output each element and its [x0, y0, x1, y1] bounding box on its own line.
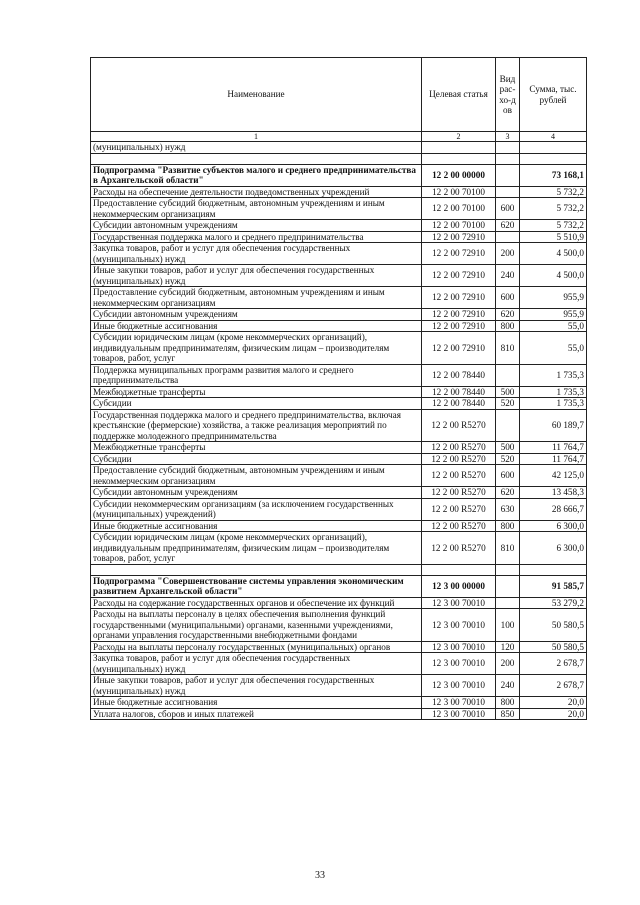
row-sum: 5 732,2 — [520, 220, 587, 232]
table-row — [91, 641, 587, 653]
row-code: 12 2 00 72910 — [422, 231, 496, 243]
row-name: Предоставление субсидий бюджетным, автономным учреждениям и иным некоммерческим организациям — [91, 465, 422, 487]
table-row — [91, 532, 587, 565]
row-sum: 955,9 — [520, 309, 587, 321]
row-code: 12 2 00 R5270 — [422, 453, 496, 465]
row-expense-type — [496, 231, 520, 243]
row-sum — [520, 142, 587, 154]
row-name: Иные закупки товаров, работ и услуг для обеспечения государственных (муниципальных) нужд — [91, 265, 422, 287]
header-num-type: 3 — [496, 132, 520, 142]
row-sum: 55,0 — [520, 320, 587, 332]
table-row — [91, 231, 587, 243]
row-expense-type — [496, 164, 520, 186]
row-name: Иные бюджетные ассигнования — [91, 320, 422, 332]
row-name: Субсидии — [91, 453, 422, 465]
row-code: 12 3 00 70010 — [422, 609, 496, 642]
row-expense-type: 800 — [496, 320, 520, 332]
row-expense-type: 600 — [496, 198, 520, 220]
row-sum: 55,0 — [520, 332, 587, 365]
spacer-cell — [422, 564, 496, 575]
row-name: Субсидии некоммерческим организациям (за исключением государственных (муниципальных) учреждений) — [91, 498, 422, 520]
row-name: Расходы на обеспечение деятельности подведомственных учреждений — [91, 186, 422, 198]
row-name: Подпрограмма "Совершенствование системы управления экономическим развитием Архангельской области" — [91, 575, 422, 597]
row-expense-type: 800 — [496, 520, 520, 532]
row-code: 12 2 00 00000 — [422, 164, 496, 186]
row-code: 12 2 00 72910 — [422, 287, 496, 309]
row-sum: 1 735,3 — [520, 386, 587, 398]
row-expense-type: 620 — [496, 487, 520, 499]
subprogram-row — [91, 164, 587, 186]
row-expense-type: 520 — [496, 453, 520, 465]
row-code: 12 2 00 72910 — [422, 265, 496, 287]
row-code: 12 2 00 70100 — [422, 186, 496, 198]
row-name: Иные бюджетные ассигнования — [91, 520, 422, 532]
table-row — [91, 364, 587, 386]
row-code: 12 2 00 R5270 — [422, 487, 496, 499]
table-body — [91, 142, 587, 720]
row-name: Субсидии автономным учреждениям — [91, 309, 422, 321]
row-expense-type — [496, 364, 520, 386]
row-code: 12 2 00 70100 — [422, 220, 496, 232]
row-name: Государственная поддержка малого и среднего предпринимательства — [91, 231, 422, 243]
row-sum: 20,0 — [520, 697, 587, 709]
row-name: Субсидии автономным учреждениям — [91, 220, 422, 232]
row-sum: 13 458,3 — [520, 487, 587, 499]
row-expense-type: 100 — [496, 609, 520, 642]
row-code: 12 2 00 R5270 — [422, 409, 496, 442]
row-sum: 4 500,0 — [520, 243, 587, 265]
table-row — [91, 697, 587, 709]
row-sum: 1 735,3 — [520, 398, 587, 410]
spacer-cell — [422, 153, 496, 164]
row-name: Закупка товаров, работ и услуг для обеспечения государственных (муниципальных) нужд — [91, 653, 422, 675]
row-sum: 20,0 — [520, 708, 587, 720]
row-sum: 11 764,7 — [520, 453, 587, 465]
spacer-row — [91, 564, 587, 575]
row-code: 12 2 00 70100 — [422, 198, 496, 220]
row-expense-type: 520 — [496, 398, 520, 410]
row-name: Субсидии юридическим лицам (кроме некоммерческих организаций), индивидуальным предпринимателям, физическим лицам – производителям товаров, работ, услуг — [91, 332, 422, 365]
row-expense-type: 800 — [496, 697, 520, 709]
header-type: Вид рас-хо-дов — [496, 58, 520, 132]
row-expense-type: 200 — [496, 243, 520, 265]
row-name: Предоставление субсидий бюджетным, автономным учреждениям и иным некоммерческим организациям — [91, 198, 422, 220]
row-sum: 5 732,2 — [520, 198, 587, 220]
spacer-row — [91, 153, 587, 164]
row-name: Предоставление субсидий бюджетным, автономным учреждениям и иным некоммерческим организациям — [91, 287, 422, 309]
row-expense-type: 240 — [496, 265, 520, 287]
header-num-code: 2 — [422, 132, 496, 142]
table-row — [91, 287, 587, 309]
row-code: 12 2 00 72910 — [422, 309, 496, 321]
table-row — [91, 332, 587, 365]
row-name: Расходы на выплаты персоналу в целях обеспечения выполнения функций государственными (муниципальными) органами, казенными учреждениями, органами управления государственными внебюджетными фондами — [91, 609, 422, 642]
row-expense-type: 620 — [496, 220, 520, 232]
row-sum: 2 678,7 — [520, 675, 587, 697]
row-code: 12 3 00 70010 — [422, 641, 496, 653]
row-expense-type: 850 — [496, 708, 520, 720]
row-sum: 50 580,5 — [520, 641, 587, 653]
row-expense-type: 600 — [496, 287, 520, 309]
row-expense-type — [496, 142, 520, 154]
row-expense-type — [496, 409, 520, 442]
row-sum: 53 279,2 — [520, 597, 587, 609]
row-name: Уплата налогов, сборов и иных платежей — [91, 708, 422, 720]
row-sum: 60 189,7 — [520, 409, 587, 442]
spacer-cell — [520, 153, 587, 164]
row-name: Государственная поддержка малого и среднего предпринимательства, включая крестьянские (фермерские) хозяйства, а также реализация мероприятий по поддержке молодежного предпринимательства — [91, 409, 422, 442]
row-sum: 91 585,7 — [520, 575, 587, 597]
row-name: Субсидии автономным учреждениям — [91, 487, 422, 499]
row-code: 12 3 00 70010 — [422, 597, 496, 609]
row-code: 12 2 00 R5270 — [422, 442, 496, 454]
table-header — [91, 58, 587, 142]
row-expense-type: 500 — [496, 386, 520, 398]
table-row — [91, 653, 587, 675]
row-code: 12 2 00 R5270 — [422, 498, 496, 520]
table-row — [91, 198, 587, 220]
spacer-cell — [496, 153, 520, 164]
row-expense-type — [496, 575, 520, 597]
row-expense-type: 620 — [496, 309, 520, 321]
table-row — [91, 487, 587, 499]
table-row — [91, 386, 587, 398]
row-code: 12 2 00 78440 — [422, 386, 496, 398]
row-expense-type: 630 — [496, 498, 520, 520]
row-sum: 73 168,1 — [520, 164, 587, 186]
row-code: 12 2 00 72910 — [422, 243, 496, 265]
row-sum: 28 666,7 — [520, 498, 587, 520]
table-row — [91, 597, 587, 609]
row-code: 12 2 00 R5270 — [422, 520, 496, 532]
row-sum: 6 300,0 — [520, 520, 587, 532]
page-number: 33 — [315, 870, 325, 881]
row-name: Расходы на выплаты персоналу государственных (муниципальных) органов — [91, 641, 422, 653]
row-sum: 2 678,7 — [520, 653, 587, 675]
row-name: Иные закупки товаров, работ и услуг для обеспечения государственных (муниципальных) нужд — [91, 675, 422, 697]
row-code: 12 2 00 78440 — [422, 364, 496, 386]
row-sum: 5 732,2 — [520, 186, 587, 198]
table-row — [91, 320, 587, 332]
row-code: 12 2 00 R5270 — [422, 532, 496, 565]
row-expense-type — [496, 186, 520, 198]
table-row — [91, 409, 587, 442]
row-name: Расходы на содержание государственных органов и обеспечение их функций — [91, 597, 422, 609]
header-code: Целевая статья — [422, 58, 496, 132]
table-row — [91, 220, 587, 232]
table-row — [91, 675, 587, 697]
row-name: Подпрограмма "Развитие субъектов малого и среднего предпринимательства в Архангельской области" — [91, 164, 422, 186]
spacer-cell — [91, 153, 422, 164]
row-code: 12 2 00 72910 — [422, 320, 496, 332]
row-code: 12 3 00 70010 — [422, 708, 496, 720]
row-sum: 6 300,0 — [520, 532, 587, 565]
row-expense-type: 240 — [496, 675, 520, 697]
row-name: Поддержка муниципальных программ развития малого и среднего предпринимательства — [91, 364, 422, 386]
header-sum: Сумма, тыс. рублей — [520, 58, 587, 132]
row-expense-type: 500 — [496, 442, 520, 454]
row-sum: 11 764,7 — [520, 442, 587, 454]
row-sum: 50 580,5 — [520, 609, 587, 642]
header-num-sum: 4 — [520, 132, 587, 142]
row-sum: 1 735,3 — [520, 364, 587, 386]
header-name: Наименование — [91, 58, 422, 132]
spacer-cell — [520, 564, 587, 575]
table-row — [91, 520, 587, 532]
row-name: Субсидии — [91, 398, 422, 410]
subprogram-row — [91, 575, 587, 597]
row-code: 12 3 00 70010 — [422, 653, 496, 675]
row-sum: 4 500,0 — [520, 265, 587, 287]
row-name: Межбюджетные трансферты — [91, 442, 422, 454]
table-row — [91, 453, 587, 465]
row-expense-type: 200 — [496, 653, 520, 675]
row-sum: 5 510,9 — [520, 231, 587, 243]
row-expense-type — [496, 597, 520, 609]
row-name: Иные бюджетные ассигнования — [91, 697, 422, 709]
row-sum: 42 125,0 — [520, 465, 587, 487]
header-num-name: 1 — [91, 132, 422, 142]
table-row — [91, 708, 587, 720]
table-row — [91, 243, 587, 265]
table-row — [91, 309, 587, 321]
row-code: 12 3 00 00000 — [422, 575, 496, 597]
spacer-cell — [496, 564, 520, 575]
table-row — [91, 142, 587, 154]
row-expense-type: 810 — [496, 332, 520, 365]
row-name: Закупка товаров, работ и услуг для обеспечения государственных (муниципальных) нужд — [91, 243, 422, 265]
row-sum: 955,9 — [520, 287, 587, 309]
row-name: Субсидии юридическим лицам (кроме некоммерческих организаций), индивидуальным предпринимателям, физическим лицам – производителям товаров, работ, услуг — [91, 532, 422, 565]
row-code — [422, 142, 496, 154]
row-expense-type: 120 — [496, 641, 520, 653]
row-expense-type: 600 — [496, 465, 520, 487]
table-row — [91, 498, 587, 520]
table-row — [91, 465, 587, 487]
row-code: 12 2 00 72910 — [422, 332, 496, 365]
row-code: 12 3 00 70010 — [422, 697, 496, 709]
table-row — [91, 398, 587, 410]
row-code: 12 2 00 R5270 — [422, 465, 496, 487]
budget-table — [90, 57, 587, 720]
spacer-cell — [91, 564, 422, 575]
table-row — [91, 609, 587, 642]
row-name: Межбюджетные трансферты — [91, 386, 422, 398]
table-row — [91, 442, 587, 454]
row-expense-type: 810 — [496, 532, 520, 565]
table-row — [91, 186, 587, 198]
row-name: (муниципальных) нужд — [91, 142, 422, 154]
row-code: 12 3 00 70010 — [422, 675, 496, 697]
row-code: 12 2 00 78440 — [422, 398, 496, 410]
table-row — [91, 265, 587, 287]
